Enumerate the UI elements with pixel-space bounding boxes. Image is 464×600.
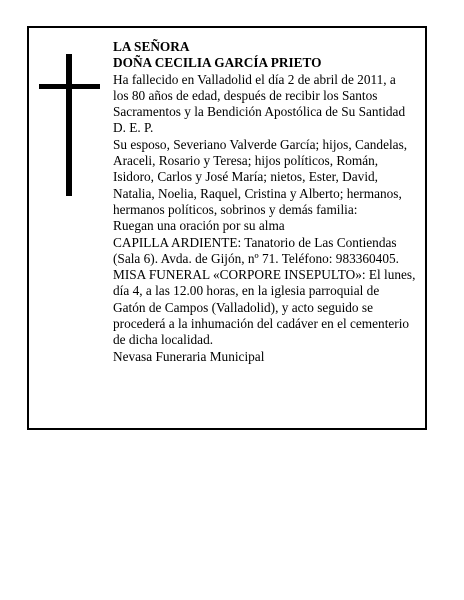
notice-line: MISA FUNERAL «CORPORE INSEPULTO»: El lunes,	[113, 267, 416, 283]
notice-line: Ruegan una oración por su alma	[113, 218, 285, 234]
notice-line: Gatón de Campos (Valladolid), y acto seguido se	[113, 299, 373, 315]
obituary-text	[113, 39, 431, 365]
notice-line: los 80 años de edad, después de recibir los Santos	[113, 87, 378, 103]
notice-line: hermanos políticos, sobrinos y demás familia:	[113, 201, 358, 217]
notice-line: D. E. P.	[113, 120, 154, 136]
notice-line: Natalia, Noelia, Raquel, Cristina y Alberto; hermanos,	[113, 185, 402, 201]
notice-line: de dicha localidad.	[113, 332, 214, 348]
notice-title: LA SEÑORA	[113, 39, 190, 54]
notice-line: Ha fallecido en Valladolid el día 2 de abril de 2011, a	[113, 71, 396, 87]
deceased-name: DOÑA CECILIA GARCÍA PRIETO	[113, 55, 322, 71]
notice-line: CAPILLA ARDIENTE: Tanatorio de Las Contiendas	[113, 234, 397, 250]
notice-line: Su esposo, Severiano Valverde García; hijos, Candelas,	[113, 136, 408, 152]
notice-line: Isidoro, Carlos y José María; nietos, Ester, David,	[113, 169, 378, 185]
latin-cross-icon	[39, 54, 100, 196]
funeral-home-name: Nevasa Funeraria Municipal	[113, 348, 265, 364]
notice-line: día 4, a las 12.00 horas, en la iglesia parroquial de	[113, 283, 380, 299]
cross-horizontal-bar	[39, 84, 100, 89]
notice-line: (Sala 6). Avda. de Gijón, nº 71. Teléfono: 983360405.	[113, 250, 399, 266]
notice-line: Araceli, Rosario y Teresa; hijos políticos, Román,	[113, 153, 379, 169]
cross-vertical-bar	[66, 54, 72, 196]
notice-line: procederá a la inhumación del cadáver en el cementerio	[113, 316, 410, 332]
notice-line: Sacramentos y la Bendición Apostólica de Su Santidad	[113, 104, 406, 120]
